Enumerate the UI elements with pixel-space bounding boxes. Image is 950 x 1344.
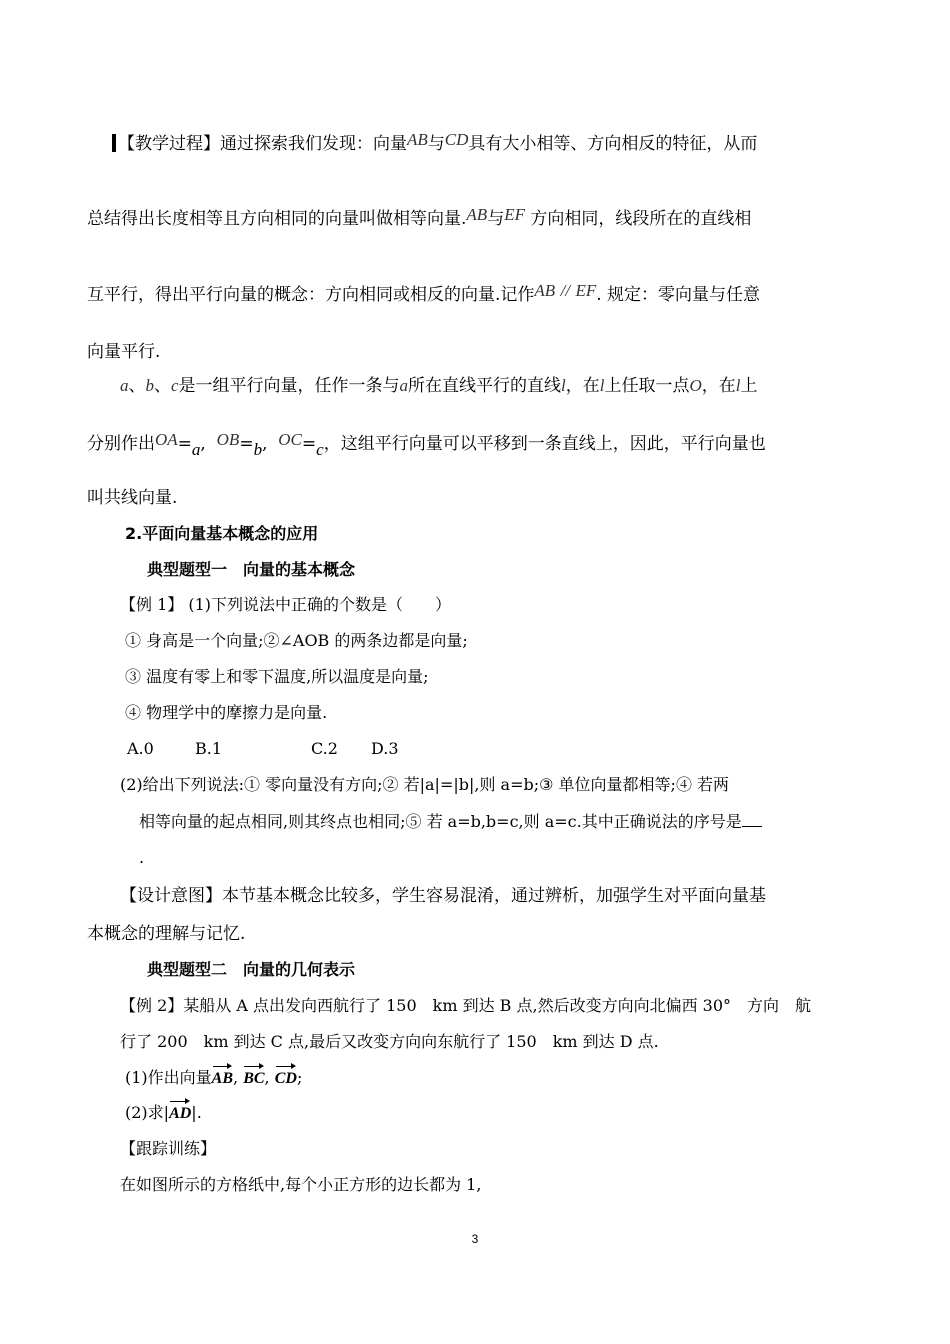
page-number: 3: [471, 1232, 479, 1246]
example-1-option-line-3: ④ 物理学中的摩擦力是向量.: [125, 703, 328, 722]
answer-blank: [742, 812, 762, 827]
example-1-choices: [127, 737, 399, 761]
choice-a: A.0: [127, 739, 154, 758]
choice-c: C.2: [311, 739, 338, 758]
example-1-question-2a: (2)给出下列说法:① 零向量没有方向;② 若|a|=|b|,则 a=b;③ 单位向量都相等;④ 若两: [120, 775, 730, 794]
example-1-option-line-2: ③ 温度有零上和零下温度,所以温度是向量;: [125, 667, 429, 686]
math-EF: EF: [575, 281, 597, 300]
margin-marker: [112, 134, 116, 152]
para-teaching-process-line4: 向量平行.: [87, 342, 161, 362]
para-teaching-process-line3: 互平行，得出平行向量的概念：方向相同或相反的向量.记作AB // EF. 规定：零向量与任意: [87, 281, 761, 305]
example-1-option-line-1: ① 身高是一个向量;②∠AOB 的两条边都是向量;: [125, 631, 468, 650]
para-parallel-vectors-line3: 叫共线向量.: [87, 488, 178, 508]
example-2-line1: 【例 2】某船从 A 点出发向西航行了 150 km 到达 B 点,然后改变方向向北偏西 30° 方向 航: [120, 996, 812, 1015]
design-intent-line2: 本概念的理解与记忆.: [87, 924, 246, 944]
vector-CD: CD: [275, 1067, 297, 1091]
design-intent-line1: 【设计意图】本节基本概念比较多，学生容易混淆，通过辨析，加强学生对平面向量基: [120, 886, 766, 906]
math-AB: AB: [407, 130, 428, 149]
section-heading: 2.平面向量基本概念的应用: [125, 524, 319, 543]
example-2-part-1: (1)作出向量AB, BC, CD;: [125, 1066, 302, 1091]
parallel-symbol: //: [560, 281, 571, 300]
example-1-question-2c: .: [139, 848, 145, 867]
vector-BC: BC: [243, 1067, 264, 1091]
math-CD: CD: [444, 130, 469, 149]
type-heading-1: 典型题型一 向量的基本概念: [147, 560, 356, 579]
para-teaching-process-line2: 总结得出长度相等且方向相同的向量叫做相等向量.AB与EF 方向相同，线段所在的直线相: [87, 205, 752, 229]
example-2-part-2: (2)求|AD|.: [125, 1101, 202, 1126]
math-AB: AB: [466, 205, 488, 224]
example-1-question-1: 【例 1】 (1)下列说法中正确的个数是（ ）: [120, 595, 452, 614]
tracking-training-text: 在如图所示的方格纸中,每个小正方形的边长都为 1,: [120, 1175, 482, 1194]
para-parallel-vectors-line2: 分别作出OA=a, OB=b, OC=c，这组平行向量可以平移到一条直线上，因此，平行向量也: [87, 430, 766, 459]
choice-b: B.1: [195, 739, 223, 758]
vector-AD: AD: [169, 1102, 191, 1126]
math-EF: EF: [504, 205, 525, 224]
vector-AB: AB: [212, 1067, 233, 1091]
tracking-training-heading: 【跟踪训练】: [120, 1139, 217, 1158]
para-parallel-vectors-line1: a、b、c是一组平行向量，任作一条与a所在直线平行的直线l，在l上任取一点O，在l上: [120, 376, 758, 396]
math-AB: AB: [534, 281, 556, 300]
example-2-line2: 行了 200 km 到达 C 点,最后又改变方向向东航行了 150 km 到达 D 点.: [120, 1032, 659, 1051]
type-heading-2: 典型题型二 向量的几何表示: [147, 960, 356, 979]
example-1-question-2b: 相等向量的起点相同,则其终点也相同;⑤ 若 a=b,b=c,则 a=c.其中正确说法的序号是: [139, 810, 762, 834]
para-teaching-process-line1: 【教学过程】通过探索我们发现：向量AB与CD具有大小相等、方向相反的特征，从而: [112, 132, 757, 156]
choice-d: D.3: [371, 739, 399, 758]
